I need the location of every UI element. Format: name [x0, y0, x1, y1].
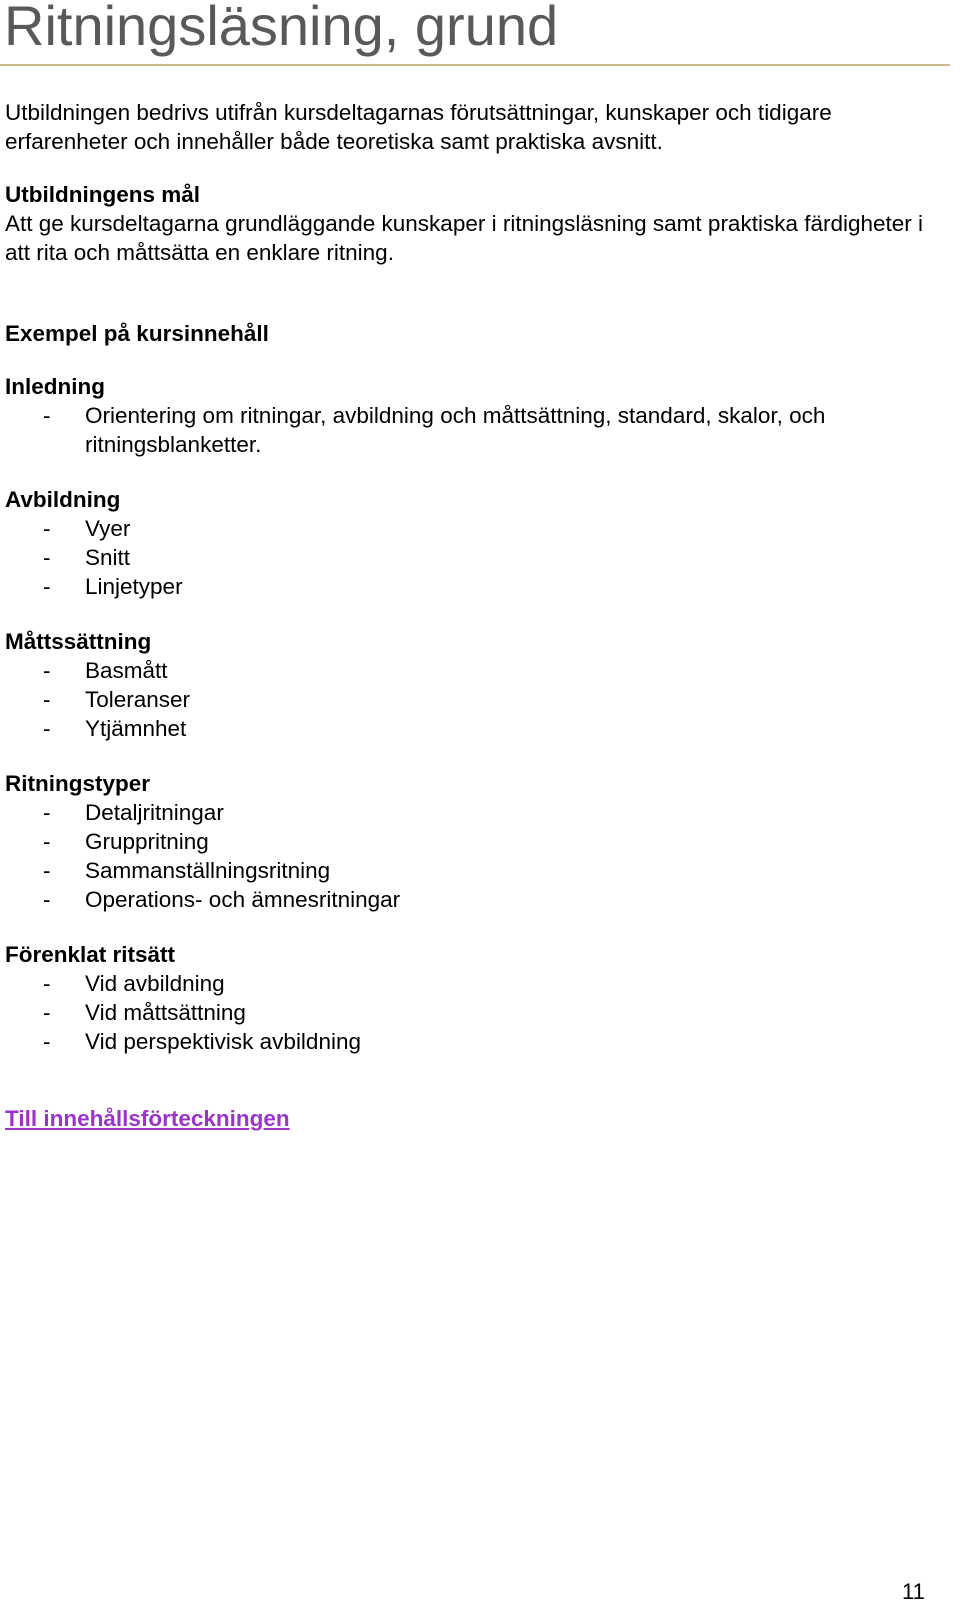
- title-divider: [0, 64, 950, 66]
- list-item-text: Snitt: [85, 545, 131, 570]
- section-list: [5, 401, 935, 459]
- list-item-text: Ytjämnhet: [85, 716, 187, 741]
- section-title: Måttssättning: [5, 629, 152, 654]
- list-item: [5, 543, 935, 572]
- list-item: [5, 685, 935, 714]
- section-ritningstyper: [5, 769, 935, 914]
- dash-marker: -: [43, 887, 51, 912]
- list-item: [5, 656, 935, 685]
- dash-marker: -: [43, 829, 51, 854]
- list-item: [5, 998, 935, 1027]
- content-heading: Exempel på kursinnehåll: [5, 321, 269, 346]
- section-title: Ritningstyper: [5, 771, 151, 796]
- dash-marker: -: [43, 800, 51, 825]
- document-body: [5, 98, 935, 1133]
- list-item-text: Orientering om ritningar, avbildning och måttsättning, standard, skalor, och ritningsblanketter.: [85, 403, 826, 457]
- dash-marker: -: [43, 1029, 51, 1054]
- list-item-text: Operations- och ämnesritningar: [85, 887, 401, 912]
- list-item: [5, 401, 935, 459]
- section-list: [5, 656, 935, 743]
- list-item-text: Linjetyper: [85, 574, 183, 599]
- dash-marker: -: [43, 516, 51, 541]
- dash-marker: -: [43, 858, 51, 883]
- list-item: [5, 798, 935, 827]
- list-item-text: Toleranser: [85, 687, 191, 712]
- list-item: [5, 969, 935, 998]
- section-list: [5, 798, 935, 914]
- dash-marker: -: [43, 574, 51, 599]
- toc-link-container: [5, 1104, 935, 1133]
- dash-marker: -: [43, 687, 51, 712]
- list-item: [5, 885, 935, 914]
- list-item-text: Basmått: [85, 658, 168, 683]
- goal-heading: Utbildningens mål: [5, 182, 201, 207]
- list-item-text: Vyer: [85, 516, 131, 541]
- section-title: Inledning: [5, 374, 105, 399]
- page-number: 11: [902, 1579, 925, 1604]
- list-item-text: Vid perspektivisk avbildning: [85, 1029, 361, 1054]
- list-item-text: Detaljritningar: [85, 800, 224, 825]
- list-item: [5, 856, 935, 885]
- list-item-text: Vid måttsättning: [85, 1000, 246, 1025]
- list-item: [5, 1027, 935, 1056]
- list-item: [5, 714, 935, 743]
- dash-marker: -: [43, 658, 51, 683]
- page-title: Ritningsläsning, grund: [4, 0, 559, 57]
- dash-marker: -: [43, 403, 51, 428]
- list-item: [5, 514, 935, 543]
- list-item: [5, 827, 935, 856]
- goal-text: Att ge kursdeltagarna grundläggande kunskaper i ritningsläsning samt praktiska färdigheter i att rita och måttsätta en enklare ritning.: [5, 211, 924, 265]
- list-item: [5, 572, 935, 601]
- list-item-text: Sammanställningsritning: [85, 858, 331, 883]
- intro-paragraph: Utbildningen bedrivs utifrån kursdeltagarnas förutsättningar, kunskaper och tidigare erfarenheter och innehåller både teoretiska samt praktiska avsnitt.: [5, 100, 832, 154]
- section-list: [5, 514, 935, 601]
- list-item-text: Gruppritning: [85, 829, 209, 854]
- section-title: Avbildning: [5, 487, 121, 512]
- section-title: Förenklat ritsätt: [5, 942, 176, 967]
- section-list: [5, 969, 935, 1056]
- dash-marker: -: [43, 1000, 51, 1025]
- section-avbildning: [5, 485, 935, 601]
- section-mattssattning: [5, 627, 935, 743]
- list-item-text: Vid avbildning: [85, 971, 225, 996]
- section-forenklat-ritsatt: [5, 940, 935, 1056]
- dash-marker: -: [43, 971, 51, 996]
- dash-marker: -: [43, 545, 51, 570]
- dash-marker: -: [43, 716, 51, 741]
- section-inledning: [5, 372, 935, 459]
- toc-link[interactable]: Till innehållsförteckningen: [5, 1106, 290, 1131]
